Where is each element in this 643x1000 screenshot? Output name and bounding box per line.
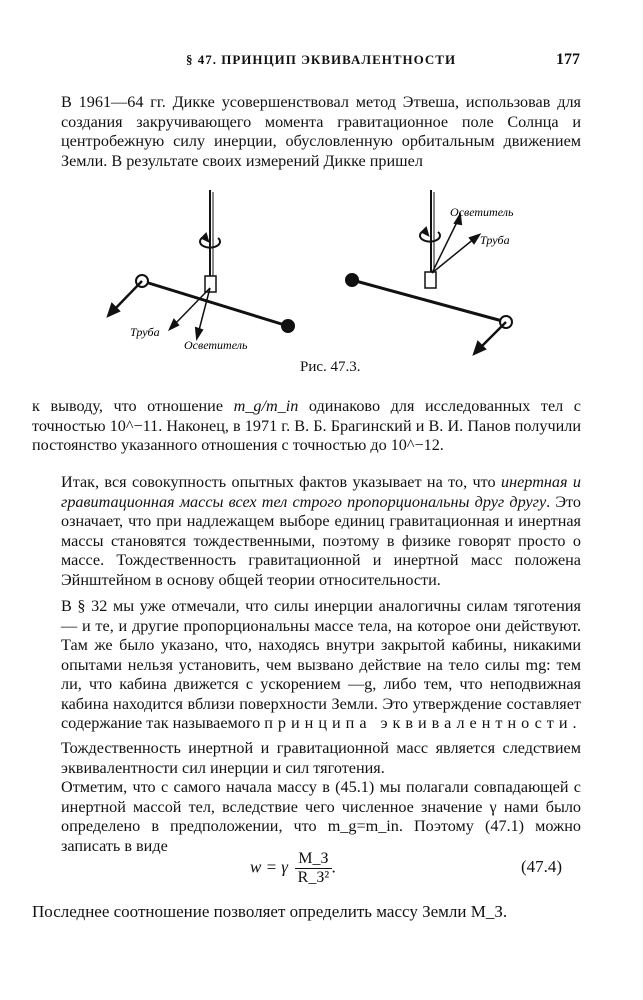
right-rotation-arrowhead [422,228,428,235]
paragraph-3-end: . Это означает, что при надлежащем выборе единиц гравитационная и инертная массы становятся тождественными, поэтому в физике говорят просто о массе. Тождественность гравитационной и инертной масс положена Эйнштейном в основу общей теории относительности. [61,492,581,589]
paragraph-3-italic: инертная и гравитационная массы всех тел строго пропорциональны друг другу [61,473,582,511]
running-header [0,52,643,74]
left-solid-mass [282,320,294,332]
figure-caption: Рис. 47.3. [300,359,361,375]
equation-number: (47.4) [521,857,563,876]
paragraph-1-text: В 1961—64 гг. Дикке усовершенствовал метод Этвеша, использовав для создания закручивающего момента гравитационное поле Солнца и центробежную силу инерции, обусловленную орбитальным движением Земли. В результате своих измерений Дикке пришел [61,93,581,170]
formula-denominator: R_З² [297,869,330,886]
left-mirror [205,276,216,292]
paragraph-6 [61,778,581,856]
right-light-line [432,220,458,273]
paragraph-1 [61,93,581,171]
paragraph-5 [61,739,581,778]
left-light-label: Осветитель [184,338,248,352]
paragraph-6-text: Отметим, что с самого начала массу в (45.1) мы полагали совпадающей с инертной массой тел, вследствие чего численное значение γ нами было определено в предположении, что m_g=m_in. Поэтому (47.1) можно записать в виде [61,778,581,855]
right-tube-line [432,238,475,273]
paragraph-4 [61,597,581,734]
formula-tail: . [331,857,336,877]
paragraph-2 [32,397,581,456]
paragraph-5-text: Тождественность инертной и гравитационной масс является следствием эквивалентности сил инерции и сил тяготения. [61,739,581,777]
formula-numerator: M_З [295,850,331,869]
section-title: § 47. ПРИНЦИП ЭКВИВАЛЕНТНОСТИ [186,52,457,67]
page-number: 177 [556,51,580,68]
right-solid-mass [346,274,358,286]
paragraph-4-end: . [572,714,577,732]
paragraph-3-start: Итак, вся совокупность опытных фактов указывает на то, что [61,473,501,491]
paragraph-3 [61,473,581,590]
right-mirror [425,272,436,288]
left-apparatus [108,190,385,338]
mass-ratio: m_g/m_in [233,397,299,415]
paragraph-2-after: одинаково для исследованных тел с точностью 10^−11. Наконец, в 1971 г. В. Б. Брагинский и В. И. Панов получили постоянство указанного отношения с точностью до 10^−12. [32,397,581,454]
paragraph-4-start: В § 32 мы уже отмечали, что силы инерции аналогичны силам тяготения — и те, и другие пропорциональны массе тела, на которое они действуют. Там же было указано, что, находясь внутри закрытой кабины, никакими опытами нельзя установить, чем вызвано действие на тело силы mg: тем ли, что кабина движется с ускорением —g, либо тем, что неподвижная кабина находится вблизи поверхности Земли. Это утверждение составляет содержание так называемого [61,597,581,732]
paragraph-2-before: к выводу, что отношение [32,397,234,415]
left-rotation-arrowhead [202,234,208,241]
paragraph-7 [32,902,581,922]
left-light-arrowhead [196,328,202,338]
equivalence-principle-term: принципа эквивалентности [264,714,573,732]
paragraph-7-text: Последнее соотношение позволяет определить массу Земли M_З. [32,902,508,921]
formula-fraction [295,850,331,887]
right-light-label: Осветитель [450,205,514,219]
right-tube-label: Труба [480,233,510,247]
formula-lhs: w = γ [250,857,289,877]
figure-47-3 [70,178,570,358]
formula-47-4 [250,850,336,887]
left-tube-label: Труба [130,325,160,339]
